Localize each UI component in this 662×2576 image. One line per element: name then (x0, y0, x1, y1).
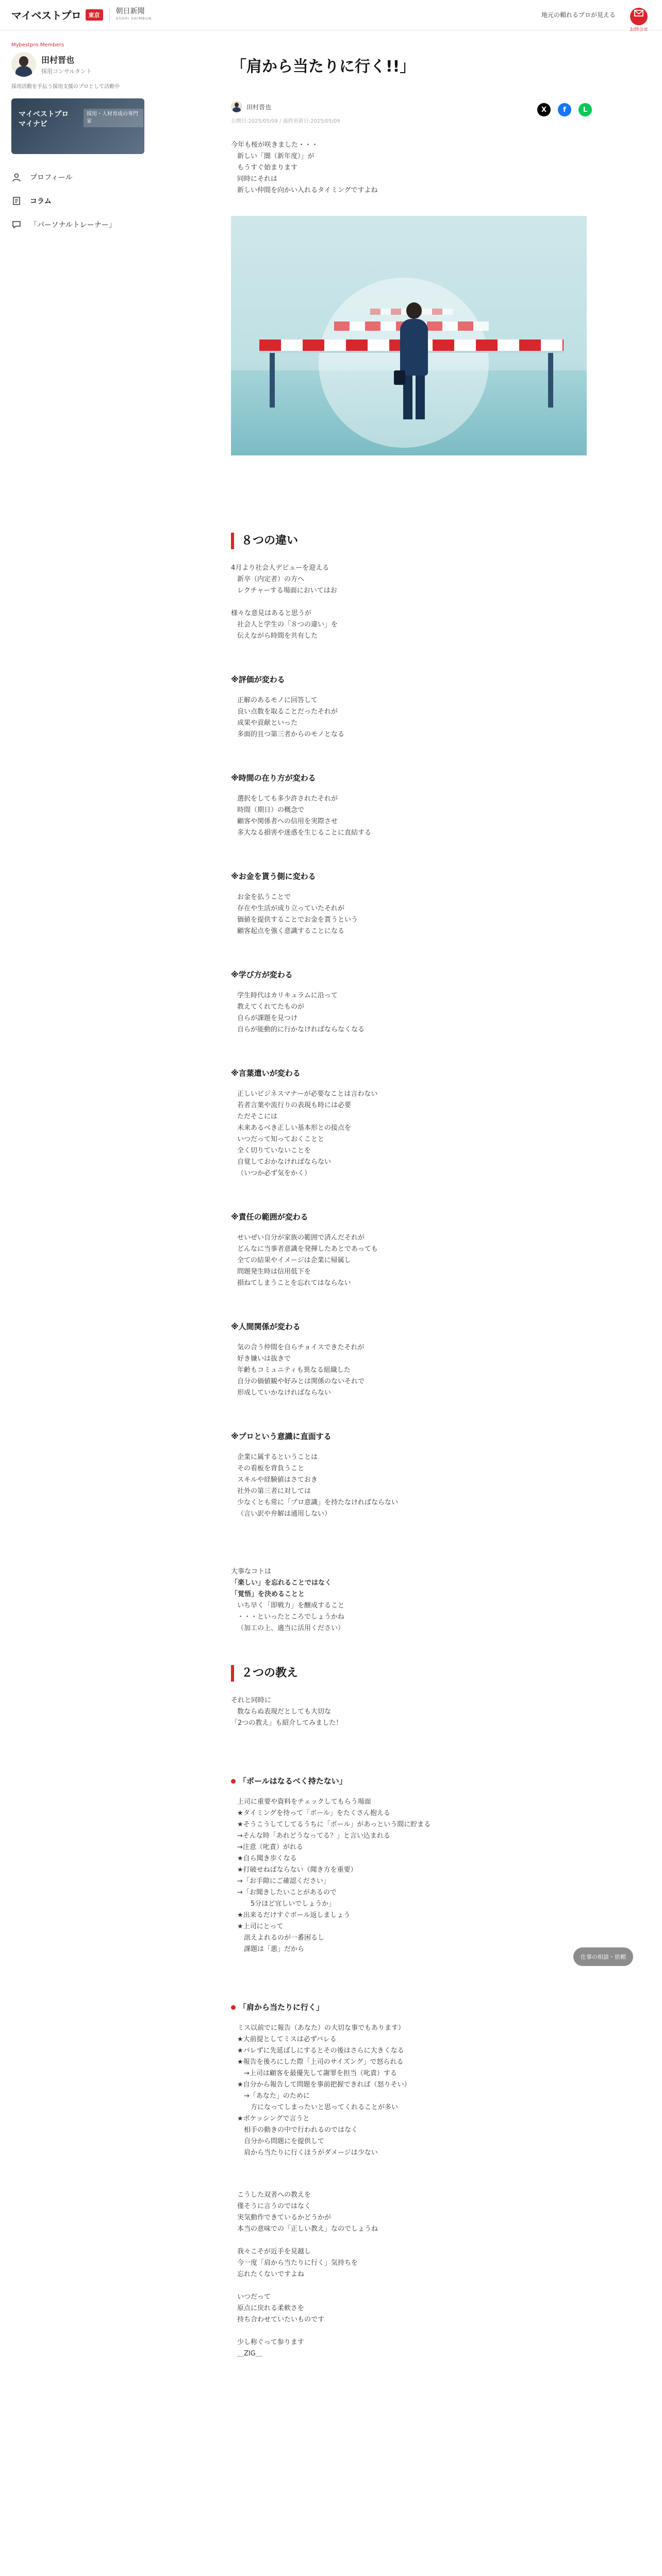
wrap-up (231, 1566, 592, 1634)
expert-description: 採用活動を手伝う採用支援のプロとして活動中 (11, 84, 120, 90)
newspaper-name: 朝日新聞 (115, 7, 145, 15)
point-body (231, 695, 592, 740)
text-line: 社会人と学生の「８つの違い」を (237, 621, 338, 629)
intro-line: もうすぐ始まります (237, 164, 298, 172)
section-intro (231, 1695, 592, 1729)
point-heading: ※言葉遣いが変わる (231, 1069, 301, 1078)
point-heading: ※責任の範囲が変わる (231, 1212, 308, 1222)
closing-text (231, 2190, 592, 2360)
consult-float-button[interactable]: 仕事の相談・依頼 (573, 1947, 633, 1966)
mail-icon (630, 8, 648, 25)
text-line: （言い訳や弁解は通用しない） (237, 1510, 332, 1518)
text-line: 少なくとも常に「プロ意識」を持たなければならない (237, 1499, 399, 1506)
text-line: ★上司にとって (237, 1923, 284, 1930)
teaching-block (231, 2002, 592, 2159)
text-line: 方になってしまったいと思ってくれることが多い (237, 2104, 399, 2111)
teaching-body (231, 1797, 592, 1955)
point-block (231, 1431, 592, 1520)
text-line: 企業に属するということは (237, 1453, 318, 1461)
text-line: 「2つの教え」も紹介してみました！ (231, 1719, 343, 1727)
text-line: 成果や貢献といった (237, 719, 298, 727)
contact-label: お問合せ (629, 27, 648, 32)
point-block (231, 772, 592, 839)
intro-line: 同時にそれは (237, 175, 278, 183)
text-line: 好き嫌いは抜きで (237, 1355, 291, 1363)
text-line: 自覚しておかなければならない (237, 1158, 332, 1166)
text-line: 全く切りていないことを (237, 1147, 311, 1155)
point-block (231, 1067, 592, 1179)
text-line: 本当の意味での「正しい教え」なのでしょうね (237, 2225, 378, 2233)
text-line (231, 2235, 592, 2246)
x-share-icon[interactable]: X (537, 103, 551, 116)
point-body (231, 1232, 592, 1289)
article (231, 42, 592, 2360)
text-line: 自分から問題にを提供して (237, 2138, 325, 2145)
facebook-share-icon[interactable]: f (558, 103, 571, 116)
text-line: 新卒（内定者）の方へ (237, 575, 305, 583)
text-line: レクチャーする場面においてはお (237, 587, 337, 595)
text-line: 大事なコトは (231, 1568, 272, 1575)
sidebar-item-trainer[interactable] (11, 213, 144, 236)
author-avatar (231, 101, 242, 112)
text-line: 忘れたくないですよね (237, 2270, 305, 2278)
sidebar-profile[interactable] (11, 52, 144, 77)
teaching-heading: 「肩から当たりに行く」 (231, 2002, 592, 2012)
text-line: それと同時に (231, 1697, 272, 1704)
sidebar (11, 42, 144, 236)
article-intro (231, 140, 592, 196)
site-logo[interactable] (11, 7, 152, 22)
text-line: 今一度「肩から当たりに行く」気持ちを (237, 2259, 358, 2267)
text-line: 持ち合わせていたいものです (237, 2316, 325, 2324)
text-line: スキルや経験値はさておき (237, 1476, 318, 1484)
avatar (11, 52, 36, 77)
newspaper-sub: ASAHI SHIMBUN (115, 16, 152, 21)
article-title: 「肩から当たりに行く!!」 (231, 58, 416, 76)
intro-line: 新しい「闇（新年度）」が (237, 152, 315, 160)
members-tag: Mybestpro Members (11, 42, 64, 48)
point-body (231, 793, 592, 839)
text-line: いち早く「即戦力」を醸成すること (237, 1602, 345, 1609)
text-line: ★出来るだけすぐボール返しましょう (237, 1911, 351, 1919)
text-line: 選択をしても多少許されたそれが (237, 795, 338, 803)
text-line: 顧客起点を強く意識することになる (237, 927, 345, 935)
text-line: 「楽しい」を忘れることではなく (231, 1579, 332, 1587)
point-heading: ※評価が変わる (231, 675, 285, 684)
point-block (231, 969, 592, 1036)
line-share-icon[interactable]: L (578, 103, 592, 116)
text-line: 気の合う仲間を自らチョイスできたそれが (237, 1344, 365, 1351)
text-line: 原点に戻れる柔軟さを (237, 2304, 305, 2312)
point-heading: ※学び方が変わる (231, 970, 293, 979)
sidebar-item-profile[interactable] (11, 165, 144, 189)
text-line: 5分ほど宜しいでしょうか」 (237, 1900, 336, 1908)
point-block (231, 1211, 592, 1289)
text-line: 正しいビジネスマナーが必要なことは言わない (237, 1090, 378, 1098)
text-line: ミス以前でに報告（あなた）の大切な事でもあります） (237, 2024, 405, 2032)
text-line: ★打破せねばならない（聞き方を重要） (237, 1866, 357, 1874)
hero-illustration (231, 216, 587, 455)
expert-role: 採用コンサルタント (41, 68, 92, 75)
text-line: その看板を背負うこと (237, 1465, 305, 1472)
intro-line: 今年も桜が咲きました・・・ (231, 141, 319, 149)
contact-button[interactable] (628, 4, 650, 32)
text-line (231, 597, 592, 608)
text-line: →「お聞きしたいことがあるので (237, 1889, 337, 1896)
text-line: 多面的且つ第三者からのモノとなる (237, 731, 344, 738)
text-line: ★バレずに先延ばしにするとその後はさらに大きくなる (237, 2047, 404, 2055)
text-line: お金を払うことで (237, 893, 291, 901)
share-buttons-top (537, 103, 592, 116)
text-line: 教えてくれてたものが (237, 1003, 305, 1011)
text-line: 様々な意見はあると思うが (231, 609, 312, 617)
text-line: 存在や生活が成り立っていたそれが (237, 905, 345, 912)
text-line: どんなに当事者意識を発揮したあとであっても (237, 1245, 378, 1253)
logo-divider (109, 8, 110, 22)
point-block (231, 1321, 592, 1399)
text-line: 自分の価値観や好みとは関係のないそれで (237, 1378, 365, 1385)
intro-line: 新しい仲間を向かい入れるタイミングですよね (237, 187, 378, 194)
text-line: →上司は顧客を最優先して謝罪を担当（叱責）する (237, 2070, 397, 2077)
point-block (231, 674, 592, 740)
text-line: ★ボケッシングで言うと (237, 2115, 310, 2123)
section-heading: ８つの違い (231, 533, 592, 549)
text-line: 形成していかなければならない (237, 1389, 332, 1397)
section-heading: ２つの教え (231, 1665, 592, 1682)
text-line: 4月より社会人デビューを迎える (231, 564, 329, 572)
text-line: ★自分から報告して問題を事前把握できれば（怒りそい） (237, 2081, 411, 2089)
text-line: （加工の上、適当に活用ください） (237, 1624, 345, 1632)
text-line: いつだって (237, 2293, 271, 2301)
text-line: 数ならぬ表現だとしても大切な (237, 1708, 332, 1716)
text-line: →「あなた」のために (237, 2092, 310, 2100)
teaching-body (231, 2023, 592, 2159)
text-line: 正解のあるモノに回答して (237, 697, 318, 704)
text-line: 「覚悟」を決めることと (231, 1590, 305, 1598)
point-heading: ※時間の在り方が変わる (231, 773, 316, 783)
section-intro (231, 563, 592, 642)
promo-banner[interactable] (11, 98, 144, 154)
text-line: 少し称ぐって参ります (237, 2338, 304, 2346)
sidebar-item-column[interactable] (11, 189, 144, 213)
point-body (231, 1089, 592, 1179)
points-list (231, 674, 592, 1520)
bullet-icon (231, 2005, 236, 2010)
text-line: ★大前提としてミスは必ずバレる (237, 2036, 337, 2043)
sidebar-nav (11, 165, 144, 236)
text-line: 問題発生時は信用低下を (237, 1268, 311, 1276)
text-line: →「お手隙にご確認ください」 (237, 1877, 330, 1885)
chat-icon (11, 219, 22, 230)
bullet-icon (231, 1779, 236, 1784)
text-line: 全ての結果やイメージは企業に帰属し (237, 1257, 351, 1264)
sidebar-item-label: 「パーソナルトレーナー」 (30, 221, 116, 229)
text-line: せいぜい自分が家族の範囲で済んだそれが (237, 1234, 365, 1242)
text-line (231, 2326, 592, 2337)
text-line: いつだって知っておくことと (237, 1136, 325, 1143)
text-line (231, 2280, 592, 2292)
expert-name: 田村晋也 (41, 55, 75, 65)
teaching-block (231, 1775, 592, 1955)
text-line: こうした双者への教えを (237, 2191, 311, 2199)
column-icon (11, 196, 22, 206)
newspaper-logo (116, 8, 152, 22)
sidebar-item-label: コラム (30, 197, 52, 206)
text-line: ・・・といったところでしょうかね (237, 1613, 344, 1621)
region-badge: 東京 (86, 9, 103, 21)
text-line: 相手の動きの中で行われるのではなく (237, 2126, 358, 2134)
text-line: ★タイミングを待って「ボール」をたくさん抱える (237, 1809, 390, 1817)
point-heading: ※人間関係が変わる (231, 1322, 301, 1331)
author-name: 田村晋也 (246, 103, 272, 111)
article-dates: 公開日:2025/05/09 / 最終更新日:2025/05/09 (231, 118, 340, 124)
point-block (231, 871, 592, 937)
text-line: 若者言葉や流行りの表現も時には必要 (237, 1101, 352, 1109)
text-line: 価値を提供することでお金を貰うという (237, 916, 358, 924)
sidebar-item-label: プロフィール (30, 174, 73, 182)
text-line: ★報告を後ろにした際「上司のサイズング」で怒られる (237, 2058, 404, 2066)
text-line: 社外の第三者に対しては (237, 1487, 311, 1495)
text-line: 肩から当たりに行くほうがダメージは少ない (237, 2149, 378, 2157)
point-body (231, 1452, 592, 1520)
text-line: 上司に重要や資料をチェックしてもらう場面 (237, 1798, 371, 1806)
point-heading: ※プロという意識に直面する (231, 1432, 332, 1441)
text-line: 伝えながら時間を共有した (237, 632, 318, 640)
banner-title: マイベストプロ マイナビ (19, 110, 69, 128)
text-line: 自らが課題を見つけ (237, 1014, 298, 1022)
text-line: 多大なる損害や迷惑を生じることに直結する (237, 829, 372, 837)
text-line: ★そうこうしてしてるうちに「ボール」があっという間に貯まる (237, 1821, 431, 1828)
header-tagline-link[interactable]: 地元の頼れるプロが見える (541, 11, 616, 19)
text-line: →そんな時「あれどうなってる？」と言い込まれる (237, 1832, 390, 1840)
text-line: ★自ら聞き歩くなる (237, 1855, 297, 1862)
text-line: 良い点数を取ることだったそれが (237, 708, 338, 716)
text-line: 僅そうに言うのではなく (237, 2202, 311, 2210)
point-body (231, 990, 592, 1036)
point-body (231, 892, 592, 937)
text-line: 学生時代はカリキュラムに沿って (237, 992, 338, 999)
point-body (231, 1342, 592, 1399)
banner-subtitle: 採用・人材育成の専門家 (84, 109, 143, 127)
text-line: 我々こそが近手を見越し (237, 2248, 311, 2256)
site-header (0, 0, 662, 30)
text-line: ただそこには (237, 1113, 278, 1121)
point-heading: ※お金を貰う側に変わる (231, 872, 316, 881)
text-line: 訊えよれるのが一番困るし (237, 1934, 325, 1942)
text-line: 損ねてしまうことを忘れてはならない (237, 1279, 351, 1287)
text-line: 課題は「悪」だから (237, 1945, 305, 1953)
user-icon (11, 172, 22, 182)
text-line: 年齢もコミュニティも異なる組織した (237, 1366, 351, 1374)
text-line: （いつか必ず気をかく） (237, 1170, 311, 1177)
text-line: 実気動作できているかどうかが (237, 2214, 332, 2222)
text-line: 未来あるべき正しい基本形との接点を (237, 1124, 352, 1132)
text-line: ＿ZIG＿ (237, 2350, 262, 2358)
text-line: →注意（叱責）がれる (237, 1843, 303, 1851)
logo-text: マイベストプロ (11, 9, 81, 22)
text-line: 時間（期日）の概念で (237, 806, 305, 814)
teaching-heading: 「ボールはなるべく持たない」 (231, 1775, 592, 1786)
text-line: 自らが能動的に行かなければならなくなる (237, 1026, 365, 1033)
text-line: 顧客や関係者への信用を実際させ (237, 818, 338, 825)
